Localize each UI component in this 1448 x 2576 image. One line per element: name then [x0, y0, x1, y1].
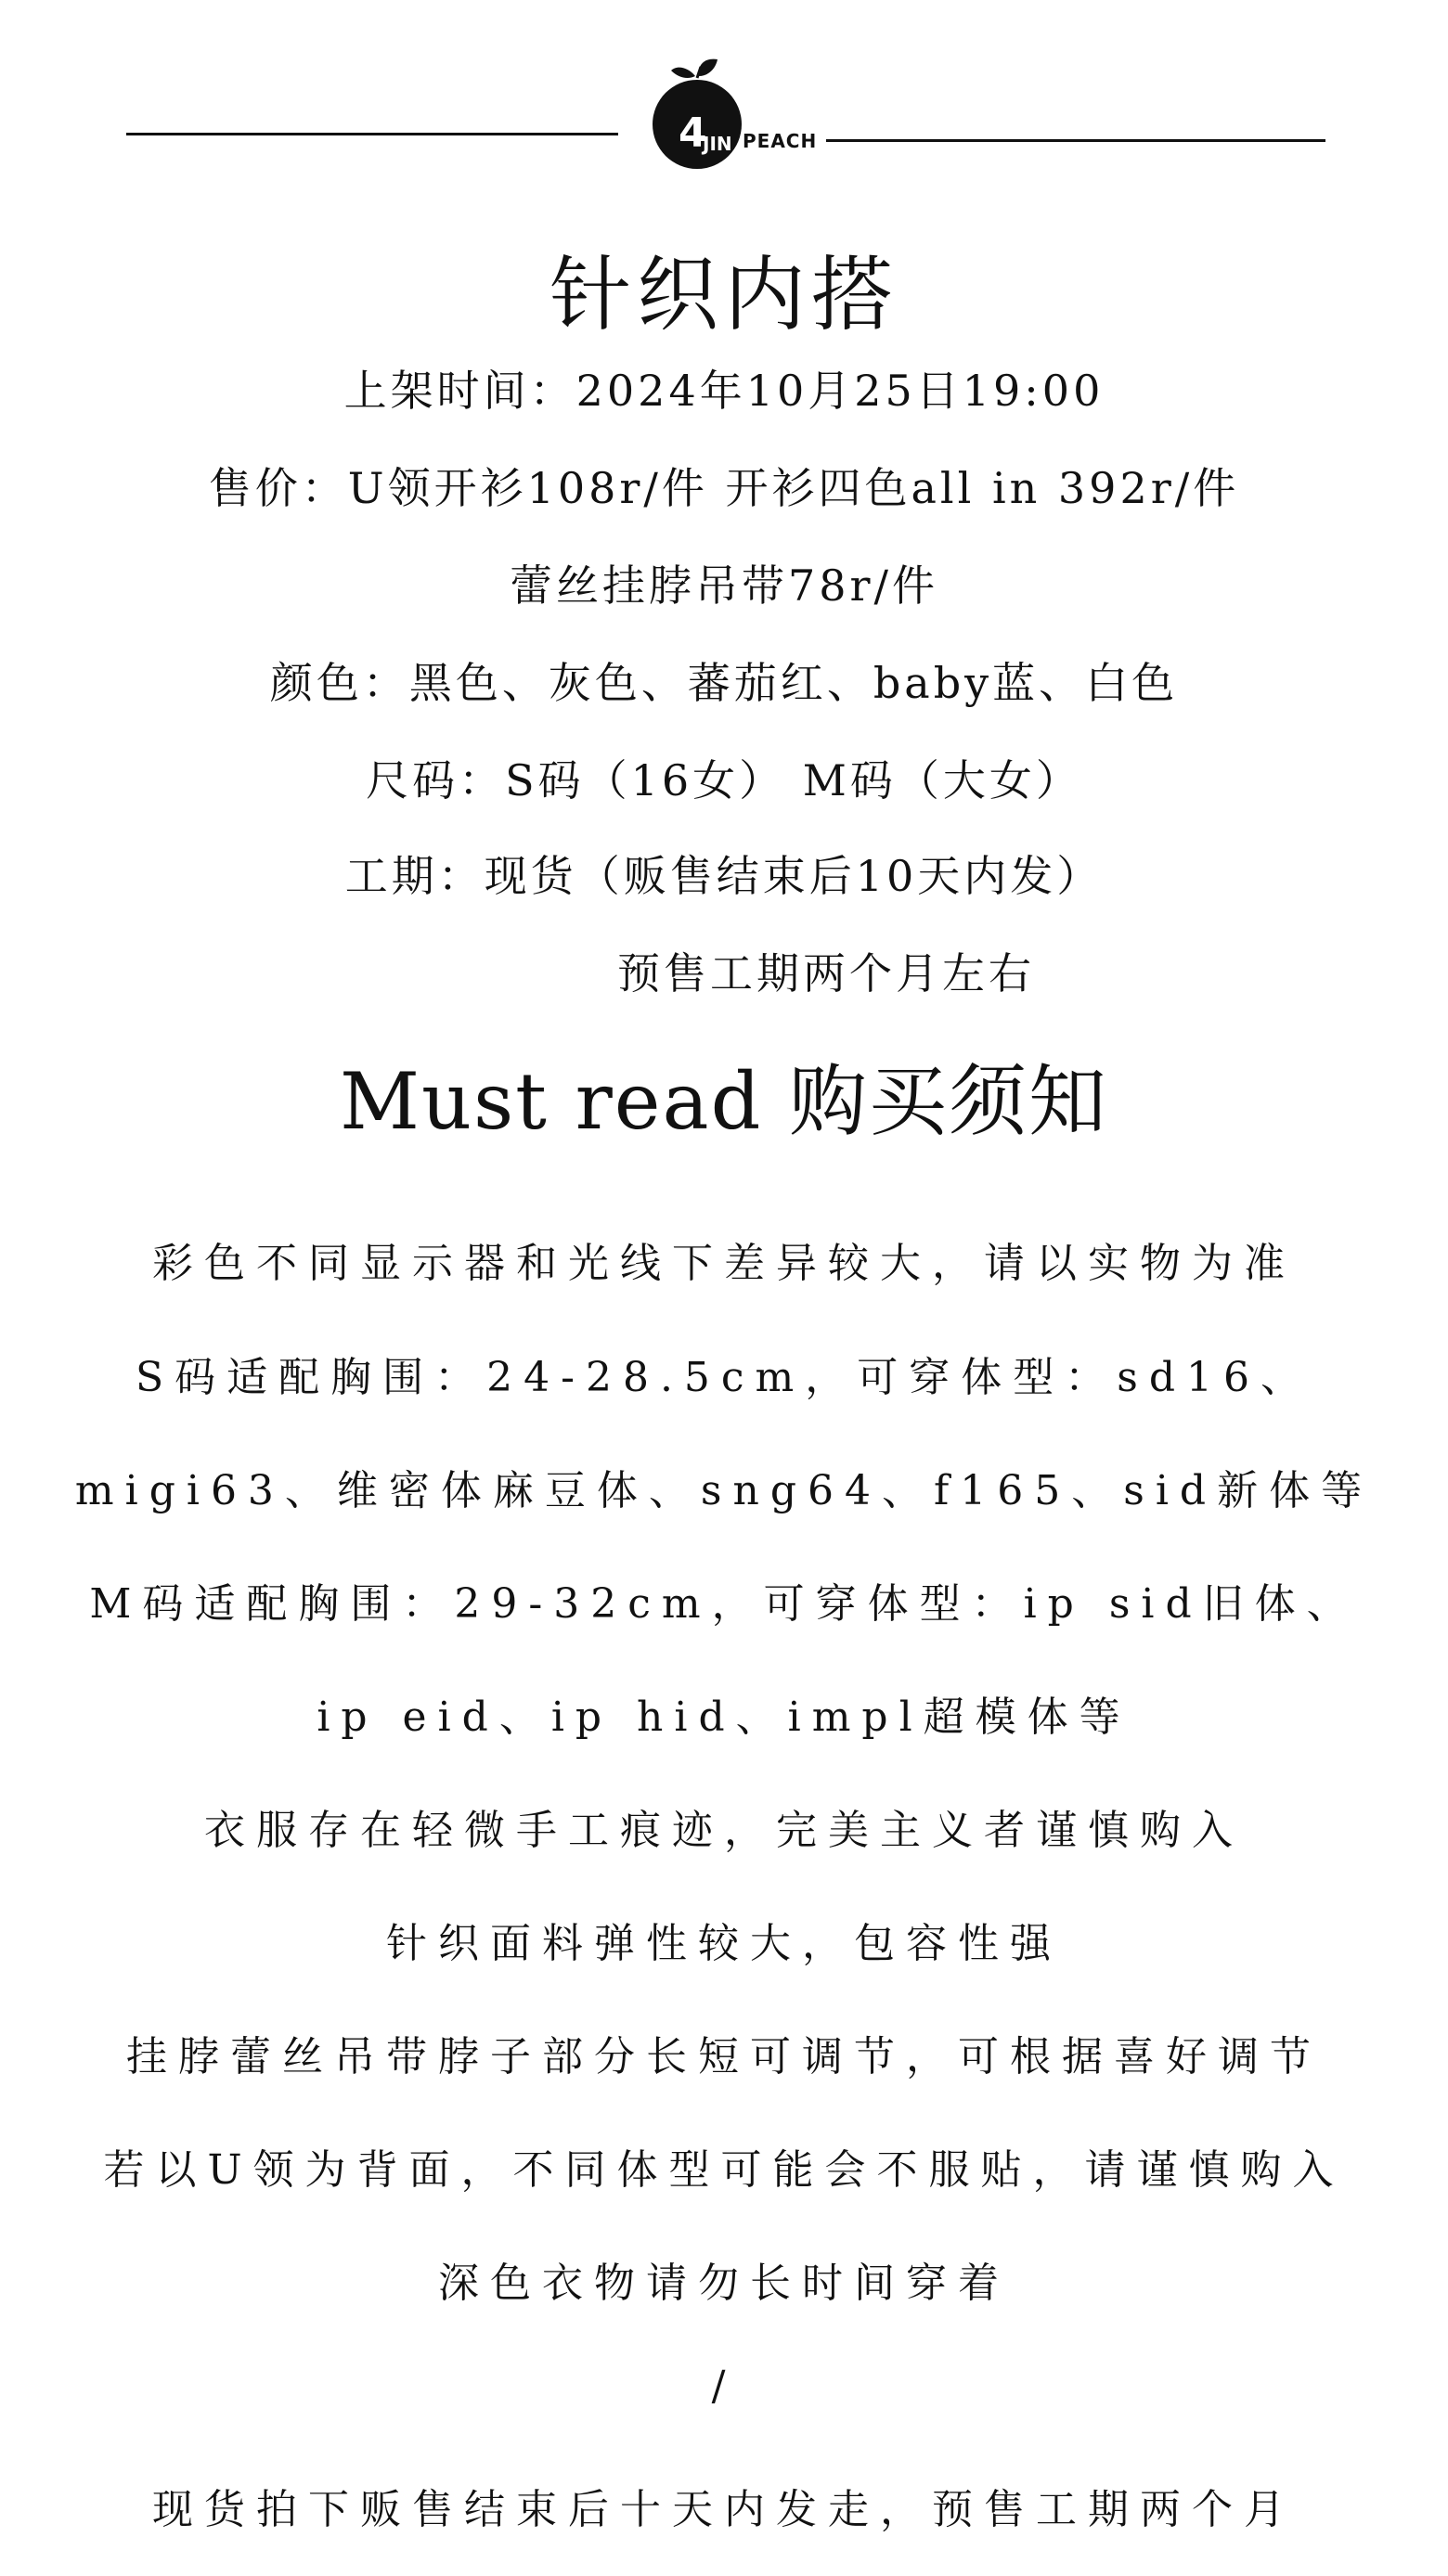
notice-separator: / [711, 2363, 737, 2410]
header-divider-left [126, 133, 618, 135]
price-line-1: 售价：U领开衫108r/件 开衫四色all in 392r/件 [208, 463, 1240, 513]
notice-item: migi63、维密体麻豆体、sng64、f165、sid新体等 [74, 1467, 1374, 1514]
notice-item: S码适配胸围：24-28.5cm，可穿体型：sd16、 [135, 1354, 1313, 1401]
notice-item: M码适配胸围：29-32cm，可穿体型：ip sid旧体、 [89, 1580, 1359, 1628]
notice-item: 现货拍下贩售结束后十天内发走，预售工期两个月 [152, 2486, 1296, 2533]
brand-name: PEACH [743, 130, 818, 152]
notice-item: 针织面料弹性较大，包容性强 [386, 1920, 1062, 1967]
lead-time-line: 工期：现货（贩售结束后10天内发） [344, 851, 1104, 901]
notice-heading: Must read 购买须知 [339, 1056, 1109, 1147]
peach-logo-icon [643, 54, 829, 174]
notice-item: 彩色不同显示器和光线下差异较大，请以实物为准 [152, 1240, 1296, 1287]
price-line-2: 蕾丝挂脖吊带78r/件 [509, 560, 939, 611]
release-time: 上架时间：2024年10月25日19:00 [343, 366, 1105, 416]
presale-time-line: 预售工期两个月左右 [617, 948, 1035, 998]
page-title: 针织内搭 [549, 247, 899, 342]
colors-line: 颜色：黑色、灰色、蕃茄红、baby蓝、白色 [269, 658, 1179, 708]
logo-number: 4 [679, 109, 707, 157]
notice-item: ip eid、ip hid、impl超模体等 [317, 1694, 1131, 1741]
notice-item: 衣服存在轻微手工痕迹，完美主义者谨慎购入 [204, 1807, 1244, 1854]
logo-mark-text: JIN [703, 133, 732, 155]
notice-item: 挂脖蕾丝吊带脖子部分长短可调节，可根据喜好调节 [126, 2033, 1322, 2080]
notice-item: 深色衣物请勿长时间穿着 [438, 2260, 1010, 2307]
sizes-line: 尺码：S码（16女） M码（大女） [366, 755, 1082, 805]
header-divider-right [826, 139, 1325, 142]
notice-item: 若以U领为背面，不同体型可能会不服贴，请谨慎购入 [103, 2146, 1345, 2194]
